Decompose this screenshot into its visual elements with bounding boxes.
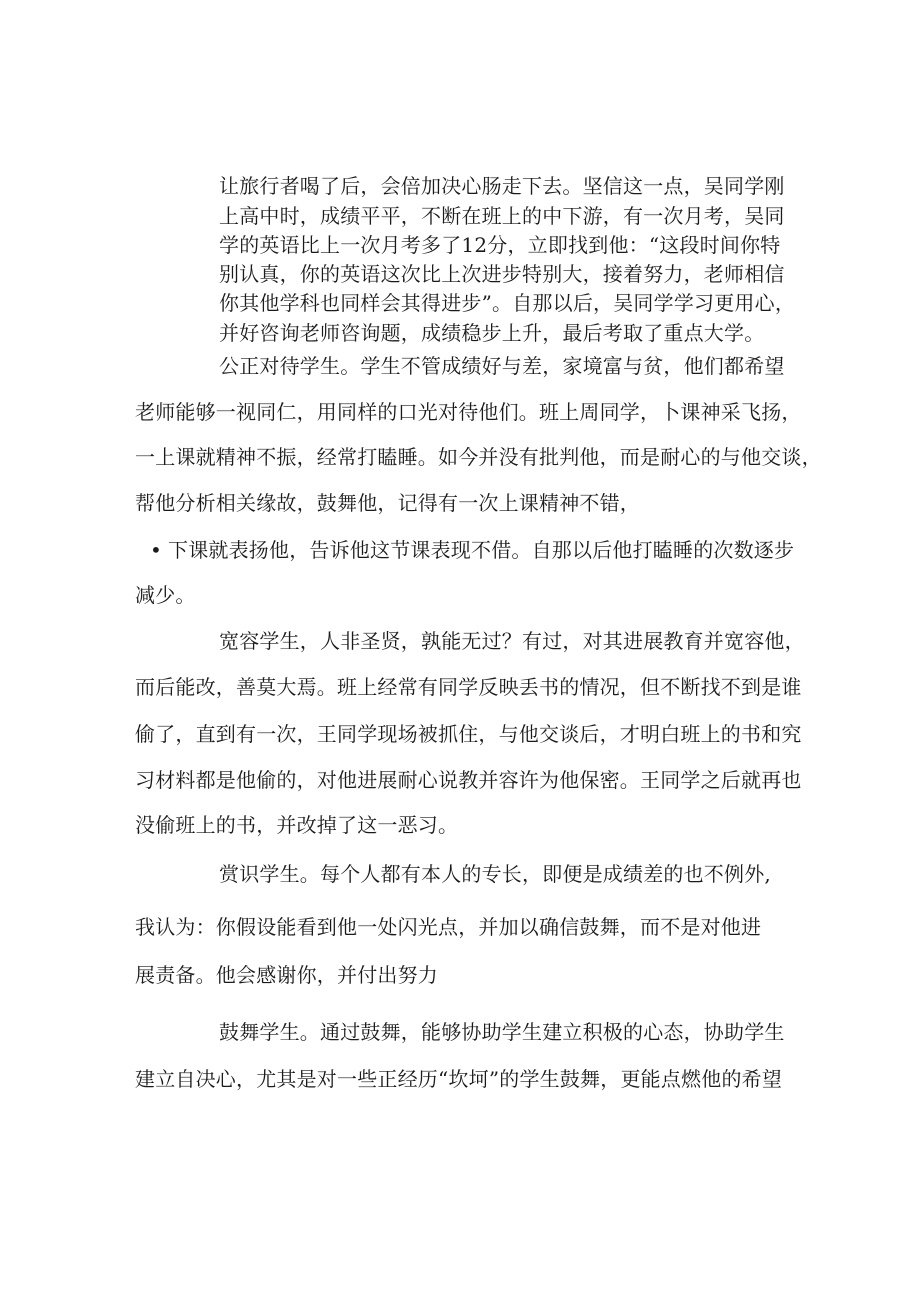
p2-bullet-line bbox=[150, 537, 794, 563]
bullet-icon: • bbox=[150, 538, 162, 562]
p3-line-1: 宽容学生，人非圣贤，孰能无过？有过，对其进展教育并宽容他， bbox=[219, 629, 805, 653]
p4-line-3: 展责备。他会感谢你，并付出努力 bbox=[135, 963, 438, 987]
p5-line-2: 建立自决心，尤其是对一些正经历“坎坷”的学生鼓舞，更能点燃他的希望 bbox=[135, 1067, 783, 1091]
p3-line-3: 偷了，直到有一次，王同学现场被抓住，与他交谈后，才明白班上的书和究 bbox=[135, 722, 802, 746]
p2-line-6: 减少。 bbox=[135, 583, 196, 607]
p4-line-2: 我认为：你假设能看到他一处闪光点，并加以确信鼓舞，而不是对他进 bbox=[135, 915, 762, 939]
p1-line-3: 学的英语比上一次月考多了12分，立即找到他：“这段时间你特 bbox=[219, 233, 781, 257]
p4-line-1: 赏识学生。每个人都有本人的专长，即便是成绩差的也不例外, bbox=[219, 862, 771, 886]
p2-line-3: 一上课就精神不振，经常打瞌睡。如今并没有批判他，而是耐心的与他交谈， bbox=[135, 445, 822, 469]
p1-line-6: 并好咨询老师咨询题，成绩稳步上升，最后考取了重点大学。 bbox=[219, 321, 765, 345]
p3-line-2: 而后能改，善莫大焉。班上经常有同学反映丢书的情况，但不断找不到是谁 bbox=[135, 675, 802, 699]
p2-line-1: 公正对待学生。学生不管成绩好与差，家境富与贫，他们都希望 bbox=[219, 354, 785, 378]
p2-line-2: 老师能够一视同仁，用同样的口光对待他们。班上周同学，卜课神采飞扬， bbox=[135, 400, 802, 424]
p5-line-1: 鼓舞学生。通过鼓舞，能够协助学生建立积极的心态，协助学生 bbox=[219, 1020, 785, 1044]
p3-line-5: 没偷班上的书，并改掉了这一恶习。 bbox=[135, 813, 459, 837]
p3-line-4: 习材料都是他偷的，对他进展耐心说教并容许为他保密。王同学之后就再也 bbox=[135, 768, 802, 792]
p2-bullet-text: 下课就表扬他，告诉他这节课表现不借。自那以后他打瞌睡的次数逐步 bbox=[168, 538, 795, 562]
p1-line-2: 上高中时，成绩平平，不断在班上的中下游，有一次月考，吴同 bbox=[219, 204, 785, 228]
p1-line-5: 你其他学科也同样会其得进步”。自那以后，吴同学学习更用心， bbox=[219, 291, 796, 315]
p2-line-4: 帮他分析相关缘故，鼓舞他，记得有一次上课精神不错， bbox=[135, 491, 640, 515]
p1-line-1: 让旅行者喝了后，会倍加决心肠走下去。坚信这一点，吴同学刚 bbox=[219, 174, 785, 198]
p1-line-4: 别认真，你的英语这次比上次进步特别大，接着努力，老师相信 bbox=[219, 262, 785, 286]
